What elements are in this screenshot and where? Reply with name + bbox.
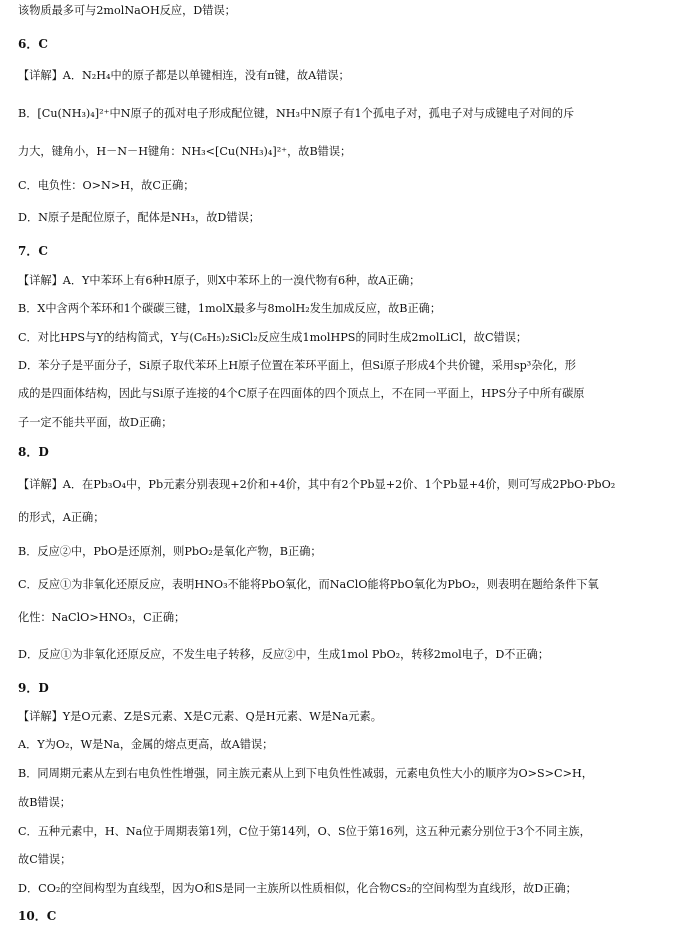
text-line: 【详解】A．N₂H₄中的原子都是以单键相连，没有π键，故A错误； [18, 69, 350, 82]
text-line: 该物质最多可与2molNaOH反应，D错误； [18, 4, 236, 17]
text-line: 力大，键角小，H－N－H键角：NH₃<[Cu(NH₃)₄]²⁺，故B错误； [18, 145, 352, 158]
text-line: A．Y为O₂，W是Na，金属的熔点更高，故A错误； [18, 738, 274, 751]
text-line: 【详解】Y是O元素、Z是S元素、X是C元素、Q是H元素、W是Na元素。 [18, 710, 382, 723]
text-line: 成的是四面体结构，因此与Si原子连接的4个C原子在四面体的四个顶点上，不在同一平面上，HPS分子中所有碳原 [18, 387, 585, 400]
text-line: 故C错误； [18, 853, 72, 866]
text-line: 的形式，A正确； [18, 511, 105, 524]
text-line: D．苯分子是平面分子，Si原子取代苯环上H原子位置在苯环平面上，但Si原子形成4个共价键，采用sp³杂化，形 [18, 359, 576, 372]
text-line: 化性：NaClO>HNO₃，C正确； [18, 611, 186, 624]
text-line: D．反应①为非氧化还原反应，不发生电子转移，反应②中，生成1mol PbO₂，转移2mol电子，D不正确； [18, 648, 550, 661]
answer-heading: 7．C [18, 244, 48, 258]
text-line: 子一定不能共平面，故D正确； [18, 416, 173, 429]
text-line: 【详解】A．Y中苯环上有6种H原子，则X中苯环上的一溴代物有6种，故A正确； [18, 274, 421, 287]
answer-heading: 9．D [18, 681, 49, 695]
text-line: B．反应②中，PbO是还原剂，则PbO₂是氧化产物，B正确； [18, 545, 322, 558]
answer-heading: 8．D [18, 445, 49, 459]
text-line: 【详解】A．在Pb₃O₄中，Pb元素分别表现+2价和+4价，其中有2个Pb显+2价、1个Pb显+4价，则可写成2PbO·PbO₂ [18, 478, 616, 491]
text-line: C．对比HPS与Y的结构简式，Y与(C₆H₅)₂SiCl₂反应生成1molHPS的同时生成2molLiCl，故C错误； [18, 331, 528, 344]
answer-heading: 6．C [18, 37, 48, 51]
text-line: B．[Cu(NH₃)₄]²⁺中N原子的孤对电子形成配位键，NH₃中N原子有1个孤电子对，孤电子对与成键电子对间的斥 [18, 107, 575, 120]
text-line: B．同周期元素从左到右电负性性增强，同主族元素从上到下电负性性减弱，元素电负性大小的顺序为O>S>C>H， [18, 767, 593, 780]
text-line: B．X中含两个苯环和1个碳碳三键，1molX最多与8molH₂发生加成反应，故B正确； [18, 302, 442, 315]
text-line: D．N原子是配位原子，配体是NH₃，故D错误； [18, 211, 260, 224]
answer-heading: 10．C [18, 909, 57, 923]
text-line: C．电负性：O>N>H，故C正确； [18, 179, 195, 192]
text-line: C．反应①为非氧化还原反应，表明HNO₃不能将PbO氧化，而NaClO能将PbO氧化为PbO₂，则表明在题给条件下氧 [18, 578, 599, 591]
text-line: 故B错误； [18, 796, 71, 809]
text-line: D．CO₂的空间构型为直线型，因为O和S是同一主族所以性质相似，化合物CS₂的空间构型为直线形，故D正确； [18, 882, 577, 895]
text-line: C．五种元素中，H、Na位于周期表第1列，C位于第14列，O、S位于第16列，这五种元素分别位于3个不同主族， [18, 825, 591, 838]
